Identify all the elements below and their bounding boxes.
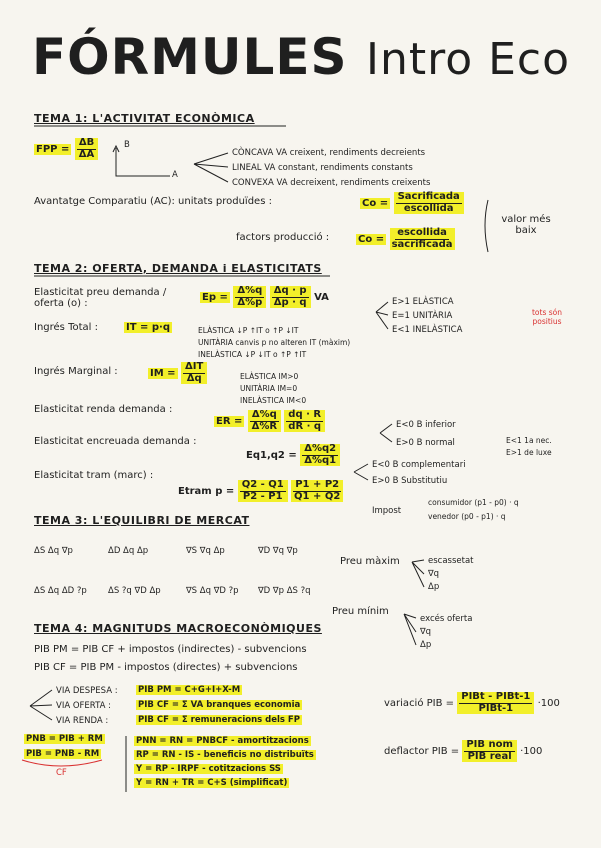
preu-min-arrows <box>404 614 416 645</box>
it-label: Ingrés Total : <box>34 322 98 333</box>
im-case-2: UNITÀRIA IM=0 <box>240 384 298 393</box>
et-num-2: P1 + P2 <box>295 479 340 490</box>
ec-num: Δ%q2 <box>304 443 337 454</box>
macro-item-3: Y = RP - IRPF - cotitzacions SS <box>136 764 281 774</box>
via-1-label: VIA DESPESA : <box>56 686 118 696</box>
fpp-num: ΔB <box>78 137 95 148</box>
via-1-formula: PIB PM = C+G+I+X-M <box>138 685 241 695</box>
co2-label: Co = <box>358 234 385 245</box>
preu-max-arrows <box>412 560 424 587</box>
er-den-2: dR · q <box>288 420 322 432</box>
co1-num: Sacrificada <box>397 191 460 202</box>
tema4-header: TEMA 4: MAGNITUDS MACROECONÒMIQUES <box>34 622 322 635</box>
preu-max-case-1: escassetat <box>428 556 474 566</box>
et-den-2: Q1 + Q2 <box>294 490 341 502</box>
tema2-header: TEMA 2: OFERTA, DEMANDA i ELASTICITATS <box>34 262 322 275</box>
ep-case-2: E=1 UNITÀRIA <box>392 311 453 321</box>
variacio-label: variació PIB = <box>384 698 455 709</box>
er-label: Elasticitat renda demanda : <box>34 404 173 415</box>
er-num-2: dq · R <box>288 409 322 420</box>
title-sub: Intro Eco <box>365 34 571 85</box>
er-case-1: E<0 B inferior <box>396 420 456 430</box>
ec-arrows <box>354 464 368 480</box>
deflactor-label: deflactor PIB = <box>384 746 460 757</box>
ep-note: tots són positius <box>531 308 562 326</box>
deflactor-num: PIB nom <box>466 739 513 750</box>
er-den: Δ%R <box>251 420 278 432</box>
ec-case-2: E>0 B Substitutiu <box>372 476 448 486</box>
shift-3: ∇S ∇q Δp <box>186 546 225 556</box>
variacio-num: PIBt - PIBt-1 <box>461 691 531 702</box>
et-num: Q2 - Q1 <box>241 479 284 490</box>
im-case-1: ELÀSTICA IM>0 <box>240 372 299 381</box>
via-arrows <box>30 690 52 720</box>
pib-line-1: PIB PM = PIB CF + impostos (indirectes) - subvencions <box>34 644 307 655</box>
ep-num-2: Δq · p <box>273 285 307 296</box>
deflactor-den: PIB real <box>467 750 512 762</box>
er-sub-2: E>1 de luxe <box>506 448 552 457</box>
et-sym: Etram p = <box>178 486 235 497</box>
shift-8: ∇D ∇p ΔS ?q <box>258 586 311 596</box>
shift-6: ΔS ?q ∇D Δp <box>108 586 161 596</box>
macro-item-1: PNN = RN = PNBCF - amortitzacions <box>136 736 309 746</box>
fpp-label: FPP = <box>36 144 70 155</box>
curve-lineal: LINEAL VA constant, rendiments constants <box>232 163 413 173</box>
via-3-label: VIA RENDA : <box>56 716 109 726</box>
ep-den: Δ%p <box>237 296 263 308</box>
pnb-formula-2: PIB = PNB - RM <box>26 749 100 759</box>
ep-arrows <box>376 302 388 329</box>
via-2-label: VIA OFERTA : <box>56 701 111 711</box>
variacio-den: PIBt-1 <box>478 702 514 714</box>
shift-4: ∇D ∇q ∇p <box>258 546 298 556</box>
co1-den: escollida <box>403 202 454 214</box>
et-label: Elasticitat tram (marc) : <box>34 470 154 481</box>
preu-max-label: Preu màxim <box>340 556 400 567</box>
co2-num: escollida <box>397 227 447 238</box>
er-case-2: E>0 B normal <box>396 438 455 448</box>
et-den: P2 - P1 <box>242 490 283 502</box>
ep-va: VA <box>314 292 329 303</box>
shift-5: ΔS Δq ΔD ?p <box>34 586 87 596</box>
axis-b-label: B <box>124 140 130 150</box>
er-num: Δ%q <box>251 409 277 420</box>
er-sub-1: E<1 1a nec. <box>506 436 552 445</box>
curve-concava: CÒNCAVA VA creixent, rendiments decreients <box>232 148 426 158</box>
cf-bracket <box>22 760 102 766</box>
ec-label: Elasticitat encreuada demanda : <box>34 436 197 447</box>
cf-note: CF <box>56 768 67 778</box>
er-sym: ER = <box>216 416 243 427</box>
tema3-header: TEMA 3: L'EQUILIBRI DE MERCAT <box>34 514 250 527</box>
co1-label: Co = <box>362 198 389 209</box>
macro-item-4: Y = RN + TR = C+S (simplificat) <box>136 778 288 788</box>
shift-2: ΔD Δq Δp <box>108 546 149 556</box>
ec-sym: Eq1,q2 = <box>246 450 297 461</box>
preu-min-case-3: Δp <box>420 640 432 650</box>
ep-label: Elasticitat preu demanda / oferta (o) : <box>34 287 167 309</box>
shift-1: ΔS Δq ∇p <box>34 546 73 556</box>
ep-den-2: Δp · q <box>273 296 307 308</box>
curve-arrows <box>194 153 228 182</box>
ep-sym: Ep = <box>202 292 228 303</box>
ec-case-1: E<0 B complementari <box>372 460 466 470</box>
ep-case-3: E<1 INELÀSTICA <box>392 325 463 335</box>
via-3-formula: PIB CF = Σ remuneracions dels FP <box>138 715 300 725</box>
er-arrows <box>380 424 392 442</box>
preu-min-label: Preu mínim <box>332 606 389 617</box>
it-formula-text: IT = p·q <box>126 322 170 333</box>
tema1-header: TEMA 1: L'ACTIVITAT ECONÒMICA <box>34 112 255 125</box>
co-note: valor més baix <box>501 214 551 236</box>
pnb-formula-1: PNB = PIB + RM <box>26 734 103 744</box>
variacio-mult: ·100 <box>537 698 560 709</box>
im-sym: IM = <box>150 368 176 379</box>
axis-a-label: A <box>172 170 178 180</box>
preu-max-case-2: ∇q <box>428 569 440 579</box>
title-main: FÓRMULES <box>32 28 348 86</box>
im-num: ΔIT <box>185 361 204 372</box>
impost-case-1: consumidor (p1 - p0) · q <box>428 498 519 507</box>
co-bracket <box>485 200 488 252</box>
it-case-3: INELÀSTICA ↓P ↓IT o ↑P ↑IT <box>198 350 307 359</box>
preu-min-case-1: excés oferta <box>420 614 473 624</box>
it-case-1: ELÀSTICA ↓P ↑IT o ↑P ↓IT <box>198 326 299 335</box>
fpp-den: ΔA <box>78 148 95 160</box>
it-case-2: UNITÀRIA canvis p no alteren IT (màxim) <box>198 338 351 347</box>
preu-max-case-3: Δp <box>428 582 440 592</box>
impost-case-2: venedor (p0 - p1) · q <box>428 512 506 521</box>
ac-label: Avantatge Comparatiu (AC): unitats produïdes : <box>34 196 272 207</box>
impost-label: Impost <box>372 506 402 516</box>
macro-item-2: RP = RN - IS - beneficis no distribuïts <box>136 750 314 760</box>
ep-num: Δ%q <box>237 285 263 296</box>
im-den: Δq <box>186 372 202 384</box>
pib-line-2: PIB CF = PIB PM - impostos (directes) + subvencions <box>34 662 298 673</box>
curve-convexa: CONVEXA VA decreixent, rendiments creixents <box>232 178 431 188</box>
via-2-formula: PIB CF = Σ VA branques economia <box>138 700 301 710</box>
ep-case-1: E>1 ELÀSTICA <box>392 297 454 307</box>
deflactor-mult: ·100 <box>520 746 543 757</box>
preu-min-case-2: ∇q <box>420 627 432 637</box>
co2-den: sacrificada <box>391 238 453 250</box>
fp-label: factors producció : <box>236 232 330 243</box>
im-case-3: INELÀSTICA IM<0 <box>240 396 307 405</box>
ec-den: Δ%q1 <box>304 454 337 466</box>
shift-7: ∇S Δq ∇D ?p <box>186 586 239 596</box>
fpp-axes <box>116 148 170 176</box>
im-label: Ingrés Marginal : <box>34 366 118 377</box>
